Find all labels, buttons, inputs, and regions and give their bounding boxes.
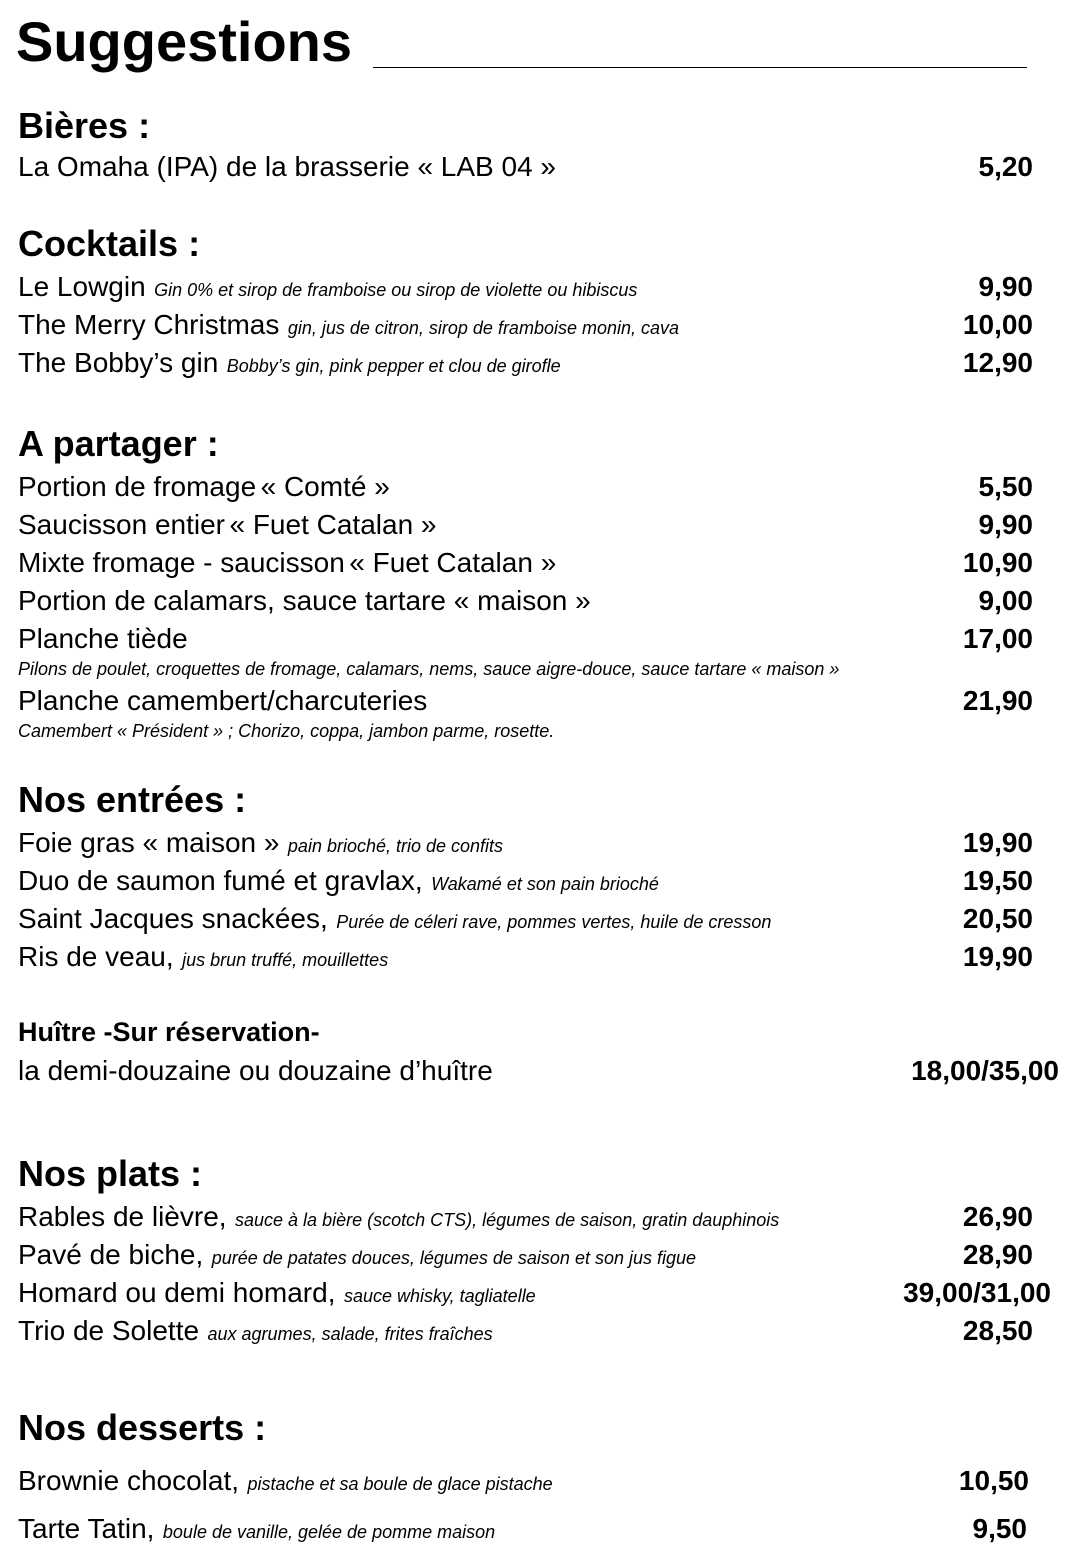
item-name: Brownie chocolat,	[18, 1465, 240, 1496]
item-description: purée de patates douces, légumes de saison et son jus figue	[211, 1248, 697, 1268]
item-name: Tarte Tatin,	[18, 1513, 155, 1544]
item-price: 9,50	[972, 1513, 1027, 1544]
menu-item	[18, 544, 556, 582]
item-note: Pilons de poulet, croquettes de fromage, calamars, nems, sauce aigre-douce, sauce tartare « maison »	[18, 659, 840, 679]
item-price: 9,90	[978, 509, 1033, 540]
item-name: Trio de Solette	[18, 1315, 200, 1346]
item-detail: « Fuet Catalan »	[349, 547, 557, 578]
section-heading-huitre: Huître -Sur réservation-	[18, 1017, 320, 1047]
item-price: 19,50	[962, 865, 1033, 896]
item-name: The Merry Christmas	[18, 309, 280, 340]
item-name: Pavé de biche,	[18, 1239, 204, 1270]
section-heading-bieres: Bières :	[18, 105, 151, 146]
item-price: 12,90	[962, 347, 1033, 378]
page-title: Suggestions	[16, 10, 353, 73]
menu-item	[18, 306, 679, 344]
item-price: 28,90	[962, 1239, 1033, 1270]
item-price: 20,50	[962, 903, 1033, 934]
menu-item	[18, 620, 188, 658]
item-description: jus brun truffé, mouillettes	[182, 950, 389, 970]
section-heading-partager: A partager :	[18, 423, 219, 464]
menu-item	[18, 1312, 493, 1350]
menu-item	[18, 582, 591, 620]
menu-item	[18, 268, 637, 306]
item-name: Saint Jacques snackées,	[18, 903, 328, 934]
item-price: 39,00/31,00	[903, 1277, 1051, 1308]
item-name: La Omaha (IPA) de la brasserie « LAB 04 »	[18, 151, 556, 182]
section-heading-entrees: Nos entrées :	[18, 779, 247, 820]
menu-item	[18, 862, 659, 900]
menu-item	[18, 1052, 493, 1090]
item-name: Duo de saumon fumé et gravlax,	[18, 865, 423, 896]
item-name: Portion de fromage	[18, 471, 257, 502]
menu-item	[18, 1274, 536, 1312]
item-price: 5,50	[978, 471, 1033, 502]
item-name: Le Lowgin	[18, 271, 146, 302]
item-name: The Bobby’s gin	[18, 347, 219, 378]
item-name: Portion de calamars, sauce tartare « maison »	[18, 585, 591, 616]
menu-item	[18, 1236, 696, 1274]
item-price: 10,50	[958, 1465, 1029, 1496]
menu-item	[18, 344, 561, 382]
menu-item	[18, 1510, 495, 1548]
item-name: Ris de veau,	[18, 941, 174, 972]
section-heading-desserts: Nos desserts :	[18, 1407, 267, 1448]
item-price: 19,90	[962, 827, 1033, 858]
menu-item	[18, 468, 390, 506]
item-price: 17,00	[962, 623, 1033, 654]
item-description: sauce whisky, tagliatelle	[343, 1286, 536, 1306]
item-note: Camembert « Président » ; Chorizo, coppa, jambon parme, rosette.	[18, 721, 555, 741]
menu-item	[18, 824, 503, 862]
item-detail: « Fuet Catalan »	[229, 509, 437, 540]
item-price: 26,90	[962, 1201, 1033, 1232]
menu-item	[18, 900, 771, 938]
item-name: Rables de lièvre,	[18, 1201, 227, 1232]
item-price: 18,00/35,00	[911, 1055, 1059, 1086]
item-name: Foie gras « maison »	[18, 827, 280, 858]
item-description: sauce à la bière (scotch CTS), légumes de saison, gratin dauphinois	[235, 1210, 780, 1230]
item-name: Mixte fromage - saucisson	[18, 547, 345, 578]
section-heading-plats: Nos plats :	[18, 1153, 203, 1194]
item-price: 9,00	[978, 585, 1033, 616]
item-price: 5,20	[978, 151, 1033, 182]
item-description: Gin 0% et sirop de framboise ou sirop de violette ou hibiscus	[154, 280, 638, 300]
item-price: 21,90	[962, 685, 1033, 716]
item-description: aux agrumes, salade, frites fraîches	[207, 1324, 493, 1344]
item-price: 9,90	[978, 271, 1033, 302]
item-name: la demi-douzaine ou douzaine d’huître	[18, 1055, 493, 1086]
title-underline	[373, 67, 1027, 68]
item-name: Planche tiède	[18, 623, 188, 654]
item-detail: « Comté »	[260, 471, 390, 502]
item-description: Wakamé et son pain brioché	[431, 874, 659, 894]
item-description: gin, jus de citron, sirop de framboise monin, cava	[287, 318, 680, 338]
item-price: 10,00	[962, 309, 1033, 340]
item-description: Purée de céleri rave, pommes vertes, huile de cresson	[336, 912, 772, 932]
menu-item	[18, 1462, 553, 1500]
item-price: 28,50	[962, 1315, 1033, 1346]
item-name: Saucisson entier	[18, 509, 226, 540]
item-description: pistache et sa boule de glace pistache	[247, 1474, 553, 1494]
menu-item	[18, 148, 556, 186]
menu-item	[18, 506, 437, 544]
item-description: Bobby’s gin, pink pepper et clou de girofle	[226, 356, 561, 376]
item-price: 10,90	[962, 547, 1033, 578]
item-name: Homard ou demi homard,	[18, 1277, 336, 1308]
item-description: pain brioché, trio de confits	[287, 836, 504, 856]
menu-item	[18, 1198, 779, 1236]
item-price: 19,90	[962, 941, 1033, 972]
menu-item	[18, 682, 427, 720]
section-heading-cocktails: Cocktails :	[18, 223, 201, 264]
item-description: boule de vanille, gelée de pomme maison	[162, 1522, 496, 1542]
menu-item	[18, 938, 388, 976]
item-name: Planche camembert/charcuteries	[18, 685, 428, 716]
